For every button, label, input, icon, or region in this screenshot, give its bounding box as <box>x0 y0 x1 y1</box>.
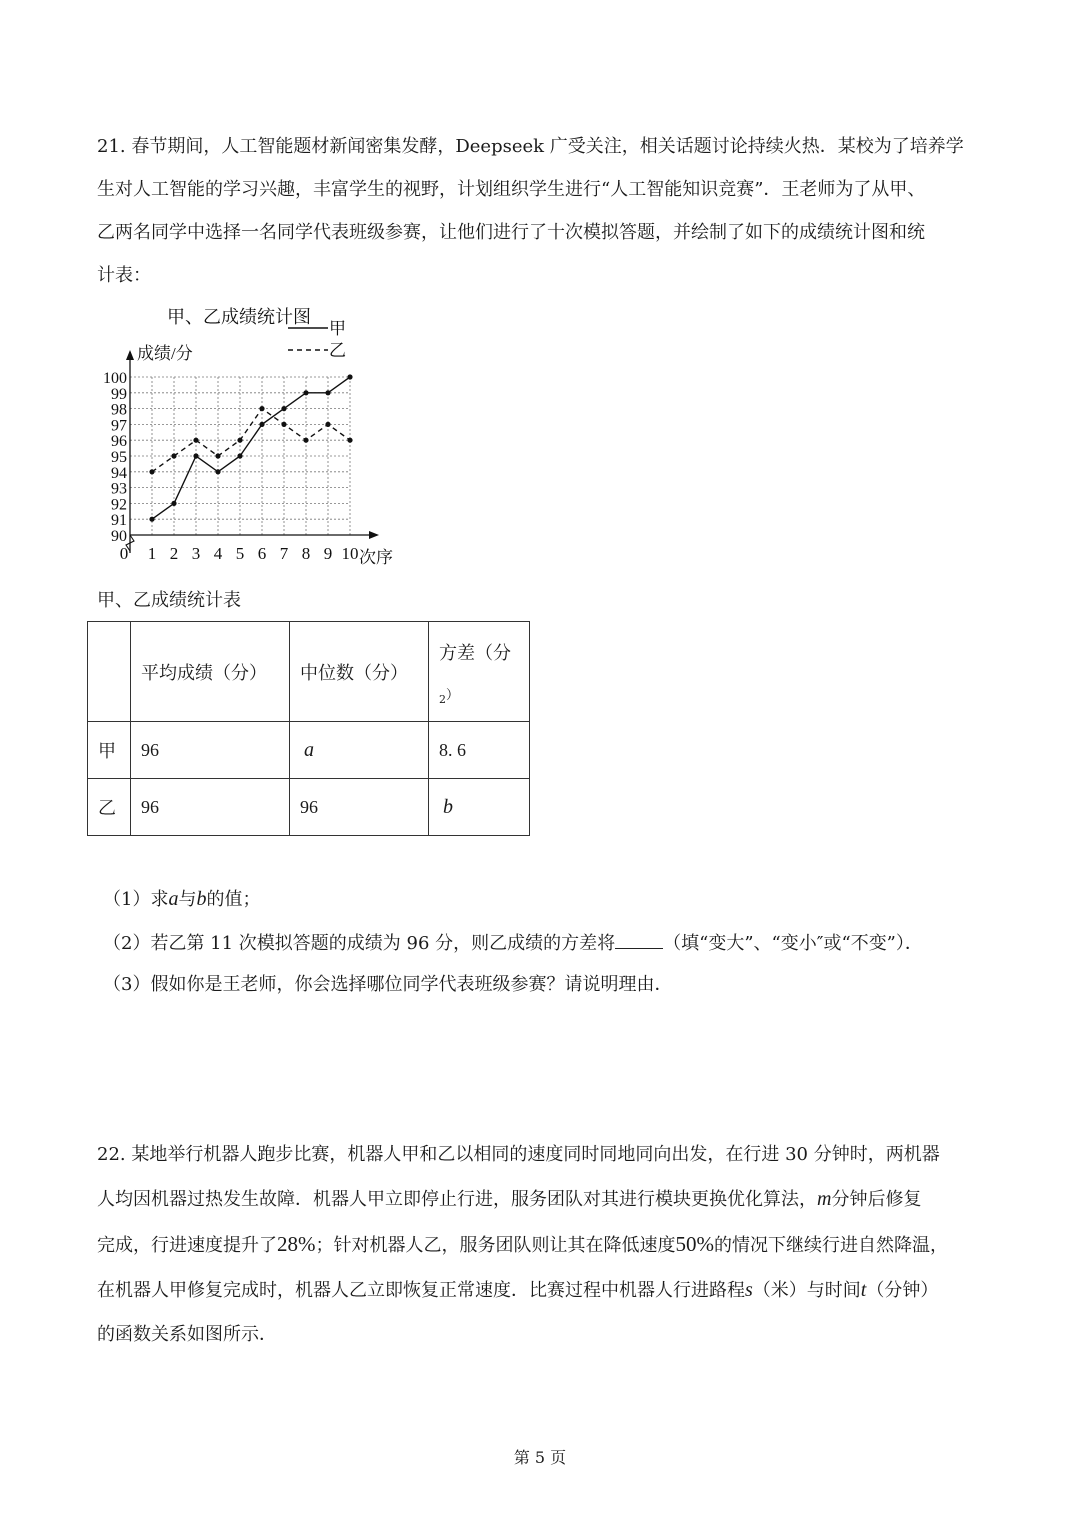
q1-var-b: b <box>196 888 207 910</box>
row-mean: 96 <box>131 722 290 779</box>
x-tick-label: 3 <box>191 544 201 563</box>
sub-question-3: （3）假如你是王老师，你会选择哪位同学代表班级参赛？请说明理由． <box>103 974 673 995</box>
data-point <box>215 469 220 474</box>
table-row <box>88 722 530 779</box>
x-tick-label: 6 <box>257 544 267 563</box>
q22-line3-c: 的情况下继续行进自然降温， <box>714 1235 948 1256</box>
q22-line4-b: （米）与时间 <box>752 1280 861 1301</box>
y-tick-label: 95 <box>111 449 127 466</box>
y-axis-label: 成绩/分 <box>137 344 193 363</box>
q21-line-1: 21. 春节期间，人工智能题材新闻密集发酵，Deepseek 广受关注，相关话题讨论持续火热．某校为了培养学 <box>97 136 964 157</box>
q22-line-3 <box>97 1222 987 1268</box>
data-point <box>149 469 154 474</box>
header-empty-cell <box>88 622 131 722</box>
legend-label: 甲 <box>329 319 346 338</box>
y-tick-label: 100 <box>103 370 127 387</box>
y-tick-label: 99 <box>111 385 127 403</box>
row-median: 96 <box>290 779 429 836</box>
data-point <box>303 438 308 443</box>
y-tick-label: 92 <box>111 496 127 514</box>
data-point <box>237 438 242 443</box>
q22-line-2 <box>97 1177 987 1222</box>
y-axis-arrow <box>126 350 134 360</box>
x-tick-label: 9 <box>323 544 333 563</box>
y-tick-label: 98 <box>111 401 127 419</box>
q22-pct-28: 28% <box>277 1232 316 1256</box>
q1-suffix: 的值； <box>206 889 261 910</box>
data-point <box>259 406 264 411</box>
q22-var-s: s <box>745 1279 753 1301</box>
question-21-intro <box>97 125 987 297</box>
x-tick-label: 5 <box>235 544 245 563</box>
x-tick-label: 8 <box>301 544 311 563</box>
q22-var-m: m <box>817 1188 832 1210</box>
q22-var-t: t <box>860 1279 867 1301</box>
x-tick-label: 1 <box>147 544 157 563</box>
header-median: 中位数（分） <box>290 622 429 722</box>
data-point <box>281 406 286 411</box>
q21-line-2: 生对人工智能的学习兴趣，丰富学生的视野，计划组织学生进行“人工智能知识竞赛”．王老师为了从甲、 <box>97 179 926 200</box>
page-number: 第 5 页 <box>513 1448 567 1467</box>
header-variance-close: ） <box>446 687 460 703</box>
data-point <box>215 453 220 458</box>
q1-mid: 与 <box>178 889 197 910</box>
q2-suffix: （填“变大”、“变小″或“不变”）． <box>663 933 923 954</box>
table-row <box>88 779 530 836</box>
q22-pct-50: 50% <box>675 1232 714 1256</box>
chart-title: 甲、乙成绩统计图 <box>167 307 311 327</box>
data-point <box>347 374 352 379</box>
data-point <box>281 422 286 427</box>
header-variance-text: 方差（分 <box>439 642 511 664</box>
q1-prefix: （1）求 <box>103 889 169 910</box>
x-tick-label: 7 <box>279 544 289 563</box>
table-caption: 甲、乙成绩统计表 <box>97 590 241 611</box>
q22-line-5: 的函数关系如图所示． <box>97 1324 277 1345</box>
row-mean: 96 <box>131 779 290 836</box>
q22-line4-a: 在机器人甲修复完成时，机器人乙立即恢复正常速度．比赛过程中机器人行进路程 <box>97 1280 745 1301</box>
q21-line-4: 计表： <box>97 265 151 286</box>
data-point <box>325 390 330 395</box>
row-variance: b <box>429 779 530 836</box>
header-variance-sup: 2 <box>439 692 446 706</box>
origin-label: 0 <box>119 544 129 563</box>
y-tick-label: 96 <box>111 433 127 451</box>
y-tick-label: 90 <box>111 528 127 545</box>
data-point <box>237 453 242 458</box>
x-tick-label: 4 <box>213 544 223 563</box>
q22-line3-b: ；针对机器人乙，服务团队则让其在降低速度 <box>315 1235 676 1256</box>
data-point <box>193 453 198 458</box>
header-mean: 平均成绩（分） <box>131 622 290 722</box>
series-line-1 <box>152 377 350 519</box>
table-header-row <box>88 622 530 722</box>
x-axis-arrow <box>369 531 379 539</box>
q22-line-4 <box>97 1268 987 1313</box>
x-axis-label: 次序 <box>359 548 393 567</box>
y-tick-label: 93 <box>111 480 127 498</box>
header-variance <box>429 622 530 722</box>
q22-line2-b: 分钟后修复 <box>831 1189 922 1210</box>
sub-question-1 <box>103 884 260 915</box>
data-point <box>259 422 264 427</box>
row-name: 甲 <box>88 722 131 779</box>
row-name: 乙 <box>88 779 131 836</box>
row-variance: 8. 6 <box>429 722 530 779</box>
score-line-chart <box>95 300 415 575</box>
chart-series <box>149 374 352 521</box>
answer-blank[interactable] <box>615 928 663 949</box>
q22-line2-a: 人均因机器过热发生故障．机器人甲立即停止行进，服务团队对其进行模块更换优化算法， <box>97 1189 817 1210</box>
y-tick-label: 97 <box>111 417 127 435</box>
q21-line-3: 乙两名同学中选择一名同学代表班级参赛，让他们进行了十次模拟答题，并绘制了如下的成绩统计图和统 <box>97 222 925 243</box>
y-tick-label: 91 <box>111 512 127 530</box>
data-point <box>325 422 330 427</box>
q1-var-a: a <box>168 888 179 910</box>
data-point <box>303 390 308 395</box>
q22-line3-a: 完成，行进速度提升了 <box>97 1235 277 1256</box>
data-point <box>149 517 154 522</box>
legend-label: 乙 <box>329 341 346 360</box>
y-tick-label: 94 <box>111 464 127 482</box>
data-point <box>171 501 176 506</box>
question-22 <box>97 1133 987 1357</box>
chart-labels <box>103 307 393 567</box>
x-tick-label: 10 <box>341 544 359 563</box>
data-point <box>347 438 352 443</box>
q22-line-1: 22. 某地举行机器人跑步比赛，机器人甲和乙以相同的速度同时同地同向出发，在行进 30 分钟时，两机器 <box>97 1144 940 1165</box>
q22-line4-c: （分钟） <box>866 1280 939 1301</box>
data-point <box>171 453 176 458</box>
stats-table <box>87 621 530 836</box>
sub-question-2 <box>103 928 923 959</box>
data-point <box>193 438 198 443</box>
row-median: a <box>290 722 429 779</box>
x-tick-label: 2 <box>169 544 179 563</box>
q2-prefix: （2）若乙第 11 次模拟答题的成绩为 96 分，则乙成绩的方差将 <box>103 933 616 954</box>
chart-axes <box>126 350 379 553</box>
